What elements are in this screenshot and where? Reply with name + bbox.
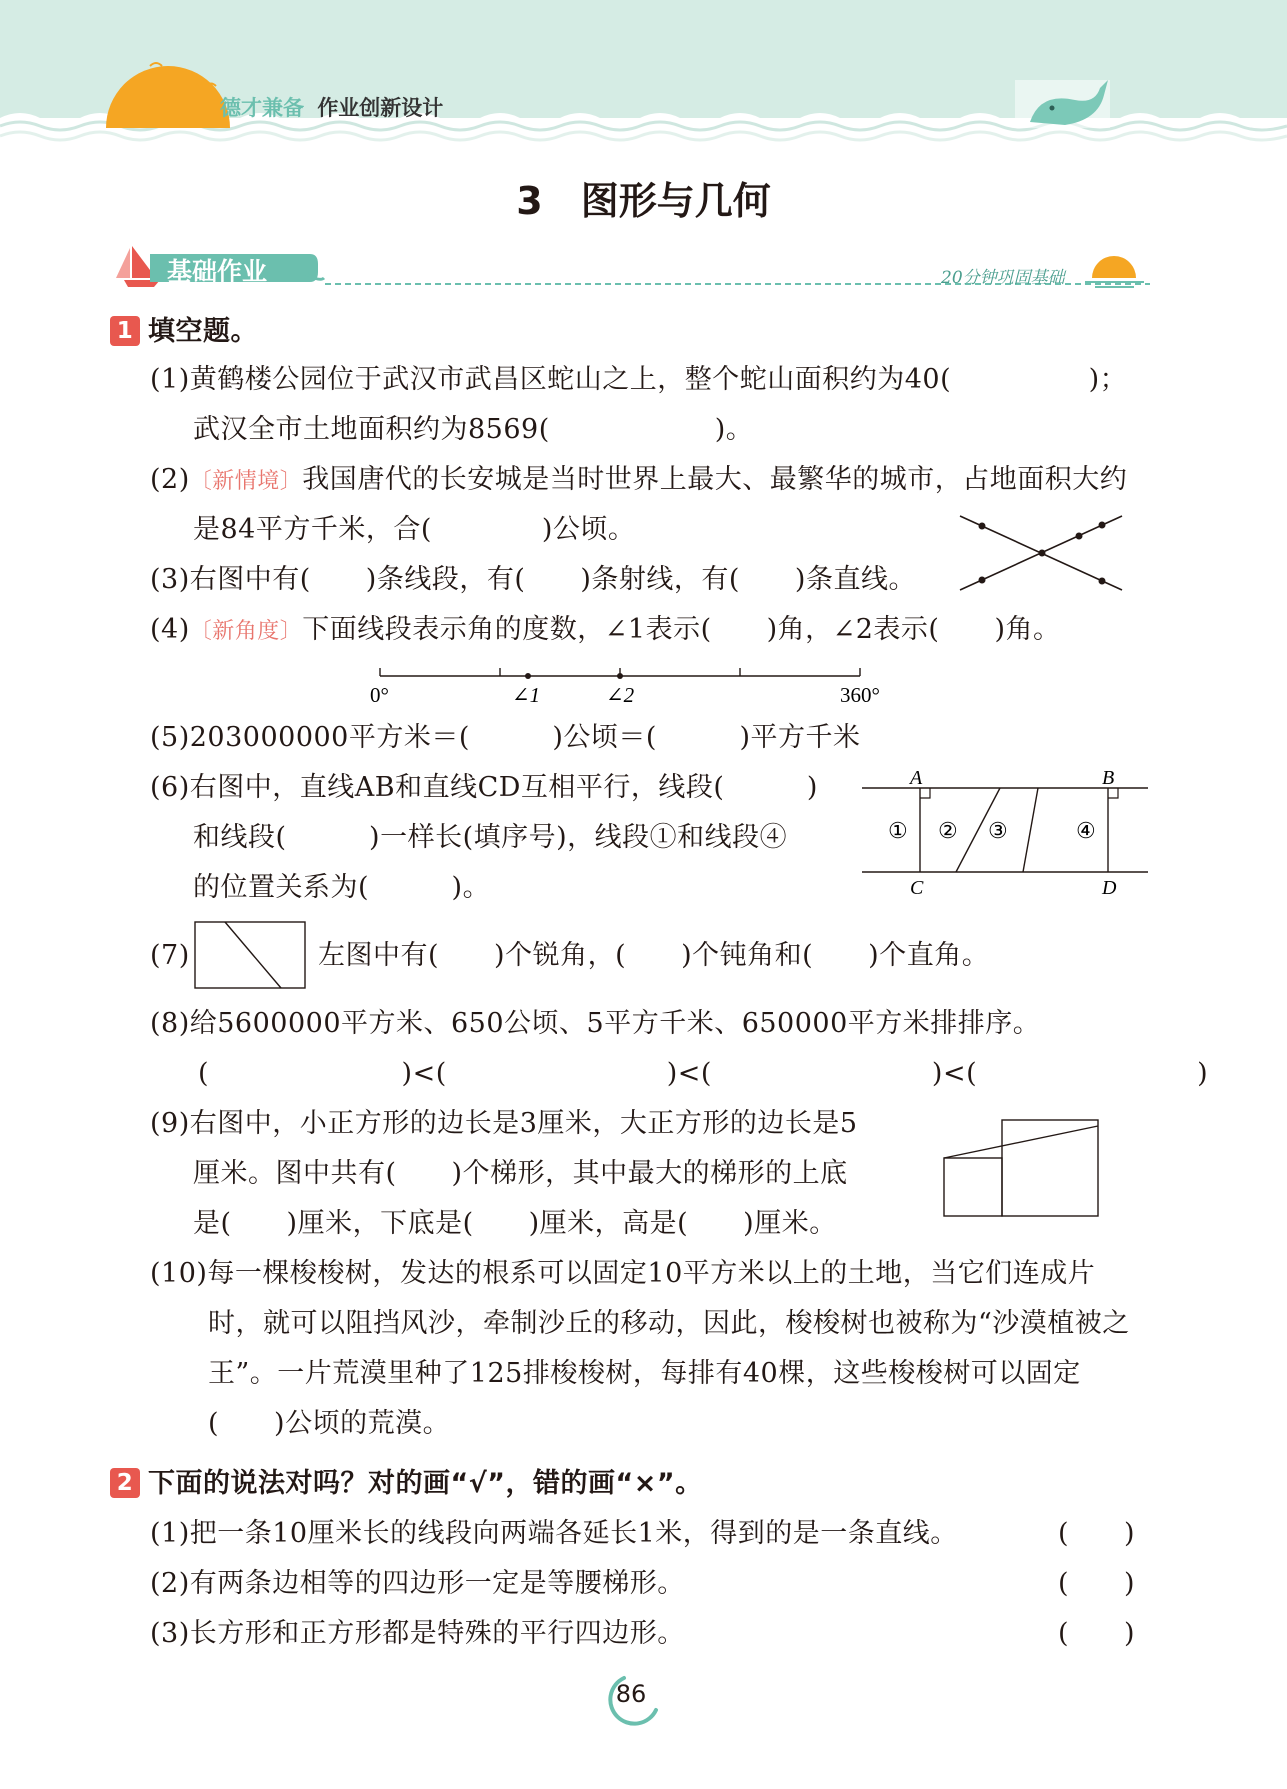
brand-right: 作业创新设计 (317, 96, 444, 120)
angle-number-line (360, 660, 920, 710)
crossing-lines-figure (958, 508, 1128, 594)
svg-text:②: ② (938, 818, 958, 843)
page-number: 86 (615, 1680, 647, 1708)
q2-heading (110, 1466, 703, 1502)
q1-item2-line2: 是84平方千米，合( )公顷。 (193, 514, 636, 545)
svg-text:C: C (910, 877, 924, 899)
q1-item7-prefix: (7) (150, 940, 190, 971)
section-note: 20分钟巩固基础 (941, 268, 1065, 288)
svg-text:D: D (1102, 877, 1117, 899)
q2-number: 2 (110, 1468, 140, 1498)
q1-item6-line3: 的位置关系为( )。 (193, 872, 491, 903)
svg-text:A: A (910, 767, 923, 789)
svg-text:④: ④ (1076, 818, 1096, 843)
q1-item8-line1: (8)给5600000平方米、650公顷、5平方千米、650000平方米排排序。 (150, 1008, 1041, 1039)
tag-new-context: 〔新情境〕 (189, 469, 303, 494)
parallel-lines-figure (858, 766, 1150, 902)
q1-item9-line2: 厘米。图中共有( )个梯形，其中最大的梯形的上底 (193, 1158, 848, 1189)
q2-statement2: (2)有两条边相等的四边形一定是等腰梯形。 (150, 1568, 685, 1599)
svg-text:③: ③ (988, 818, 1008, 843)
q1-item2-line1 (150, 462, 1127, 500)
q1-item1-line2: 武汉全市土地面积约为8569( )。 (193, 414, 754, 445)
q2-statement1: (1)把一条10厘米长的线段向两端各延长1米，得到的是一条直线。 (150, 1518, 958, 1549)
q1-item10-line1: (10)每一棵梭梭树，发达的根系可以固定10平方米以上的土地，当它们连成片 (150, 1258, 1096, 1289)
q1-item4-prefix: (4) (150, 614, 190, 645)
nl-start-label: 0° (370, 683, 389, 707)
q1-heading (110, 314, 258, 350)
brand-left: 德才兼备 (220, 96, 304, 120)
q1-item3: (3)右图中有( )条线段，有( )条射线，有( )条直线。 (150, 564, 916, 595)
q2-statement3: (3)长方形和正方形都是特殊的平行四边形。 (150, 1618, 685, 1649)
q1-item4-text: 下面线段表示角的度数，∠1表示( )角，∠2表示( )角。 (302, 614, 1061, 645)
nl-angle1-label: ∠1 (512, 683, 541, 707)
q1-item9-line1: (9)右图中，小正方形的边长是3厘米，大正方形的边长是5 (150, 1108, 858, 1139)
squares-trapezoid-figure (942, 1118, 1108, 1220)
section-label: 基础作业 (167, 257, 268, 286)
q2-answer-bracket2[interactable]: ( ) (1058, 1568, 1136, 1599)
q1-item10-line3: 王”。一片荒漠里种了125排梭梭树，每排有40棵，这些梭梭树可以固定 (208, 1358, 1081, 1389)
page-title: 3 图形与几何 (516, 179, 771, 223)
q1-item4-line1 (150, 612, 1061, 650)
svg-text:①: ① (888, 818, 908, 843)
q2-answer-bracket3[interactable]: ( ) (1058, 1618, 1136, 1649)
q2-title: 下面的说法对吗？对的画“√”，错的画“×”。 (148, 1468, 703, 1499)
svg-text:B: B (1102, 767, 1115, 789)
q1-number: 1 (110, 316, 140, 346)
q1-item5: (5)203000000平方米＝( )公顷＝( )平方千米 (150, 722, 861, 753)
tag-new-angle: 〔新角度〕 (189, 619, 303, 644)
header-brand (220, 92, 443, 122)
q1-item10-line2: 时，就可以阻挡风沙，牵制沙丘的移动，因此，梭梭树也被称为“沙漠植被之 (208, 1308, 1130, 1339)
q1-item2-text: 我国唐代的长安城是当时世界上最大、最繁华的城市，占地面积大约 (302, 464, 1128, 495)
q1-item8-line2: ( )<( )<( )<( ) (198, 1058, 1209, 1089)
q1-item6-line1: (6)右图中，直线AB和直线CD互相平行，线段( ) (150, 772, 818, 803)
q1-item9-line3: 是( )厘米，下底是( )厘米，高是( )厘米。 (193, 1208, 837, 1239)
q1-title: 填空题。 (148, 316, 258, 347)
nl-end-label: 360° (840, 683, 880, 707)
nl-angle2-label: ∠2 (606, 683, 635, 707)
rectangle-diagonal-figure (193, 920, 309, 992)
q1-item10-line4: ( )公顷的荒漠。 (208, 1408, 451, 1439)
q1-item1-line1: (1)黄鹤楼公园位于武汉市武昌区蛇山之上，整个蛇山面积约为40( )； (150, 364, 1128, 395)
q1-item7-text: 左图中有( )个锐角，( )个钝角和( )个直角。 (318, 940, 990, 971)
q2-answer-bracket1[interactable]: ( ) (1058, 1518, 1136, 1549)
q1-item6-line2: 和线段( )一样长(填序号)，线段①和线段④ (193, 822, 788, 853)
q1-item2-prefix: (2) (150, 464, 190, 495)
header-band (0, 0, 1287, 150)
